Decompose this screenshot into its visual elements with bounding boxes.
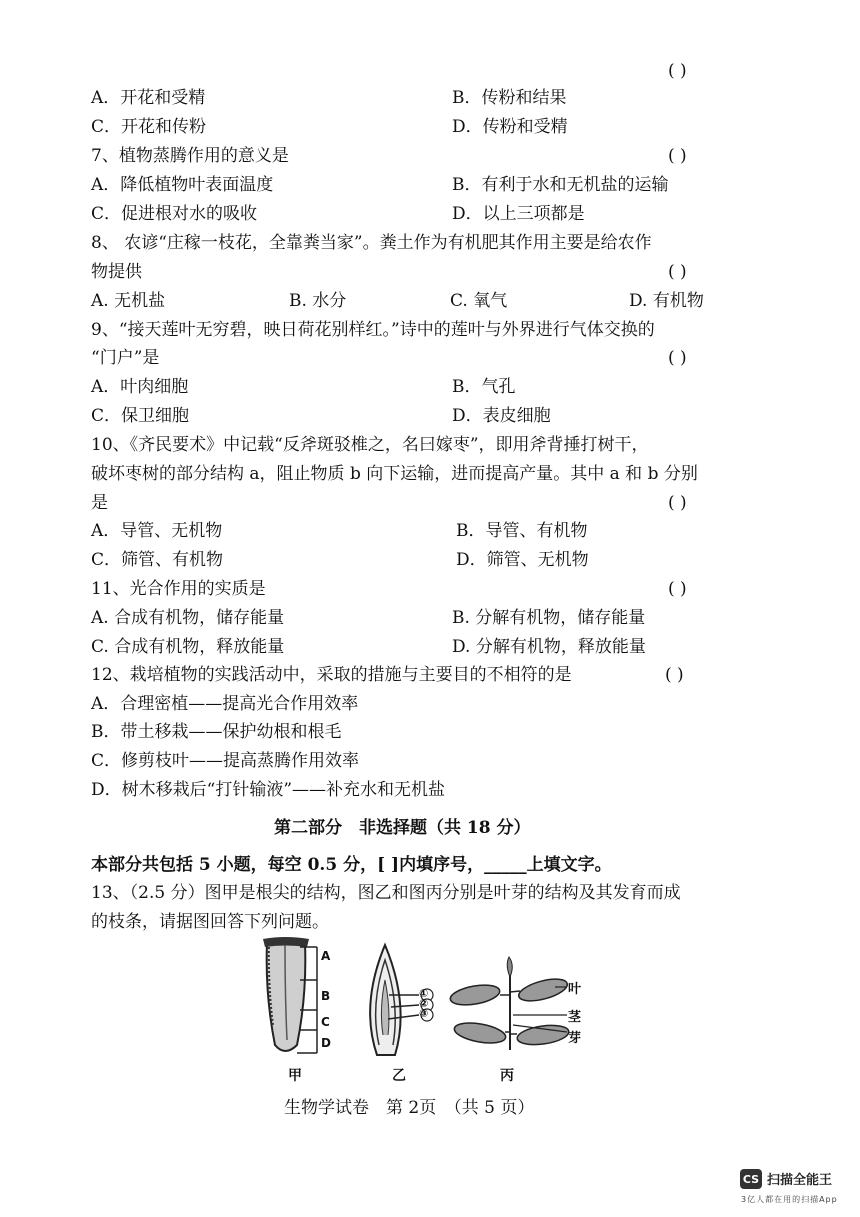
root-label-a: A [321, 949, 331, 963]
q7-option-c: C．促进根对水的吸收 [91, 204, 258, 224]
q6-option-b: B．传粉和结果 [452, 88, 567, 108]
q6-option-a: A．开花和受精 [91, 88, 206, 108]
q8-option-c: C. 氧气 [450, 291, 508, 311]
q11-option-d: D. 分解有机物，释放能量 [452, 637, 646, 657]
q9-stem-line1: 9、“接天莲叶无穷碧，映日荷花别样红。”诗中的莲叶与外界进行气体交换的 [91, 320, 655, 340]
camscanner-logo-icon: CS [740, 1169, 762, 1189]
q10-option-d: D．筛管、无机物 [456, 550, 589, 570]
q6-option-c: C．开花和传粉 [91, 117, 207, 137]
watermark-name: 扫描全能王 [767, 1173, 833, 1188]
branch-label-bud: 芽 [568, 1031, 582, 1046]
q13-stem-line2: 的枝条，请据图回答下列问题。 [91, 912, 329, 932]
q12-answer-paren: ( ) [665, 665, 684, 685]
q10-option-c: C．筛管、有机物 [91, 550, 224, 570]
q8-option-a: A. 无机盐 [91, 291, 166, 311]
q11-option-b: B. 分解有机物，储存能量 [452, 608, 646, 628]
part2-title: 第二部分 非选择题（共 18 分） [274, 818, 531, 838]
q9-stem-line2: “门户”是 [91, 348, 160, 368]
q8-option-d: D. 有机物 [629, 291, 704, 311]
q12-stem: 12、栽培植物的实践活动中，采取的措施与主要目的不相符的是 [91, 665, 572, 685]
watermark-tagline: 3亿人都在用的扫描App [741, 1195, 838, 1204]
branch-label-leaf: 叶 [568, 982, 582, 997]
q9-answer-paren: ( ) [668, 348, 687, 368]
q7-option-d: D．以上三项都是 [452, 204, 585, 224]
q9-option-b: B．气孔 [452, 377, 516, 397]
root-label-b: B [321, 989, 331, 1003]
q10-option-a: A．导管、无机物 [91, 521, 223, 541]
q7-option-b: B．有利于水和无机盐的运输 [452, 175, 669, 195]
q9-option-c: C．保卫细胞 [91, 406, 190, 426]
q8-stem-line1: 8、 农谚“庄稼一枝花，全靠粪当家”。粪土作为有机肥其作用主要是给农作 [91, 233, 652, 253]
q7-answer-paren: ( ) [668, 146, 687, 166]
bud-label-2: ② [419, 997, 429, 1010]
q12-option-c: C．修剪枝叶——提高蒸腾作用效率 [91, 751, 360, 771]
q9-option-a: A．叶肉细胞 [91, 377, 189, 397]
q10-stem-line3: 是 [91, 493, 108, 513]
q10-answer-paren: ( ) [668, 493, 687, 513]
q7-stem: 7、植物蒸腾作用的意义是 [91, 146, 289, 166]
bud-label-3: ③ [419, 1007, 429, 1020]
q13-stem-line1: 13、（2.5 分）图甲是根尖的结构，图乙和图丙分别是叶芽的结构及其发育而成 [91, 883, 681, 903]
q13-figure [250, 935, 610, 1085]
q10-stem-line1: 10、《齐民要术》中记载“反斧斑驳椎之，名曰嫁枣”，即用斧背捶打树干， [91, 435, 649, 455]
caption-bing: 丙 [500, 1068, 514, 1084]
q7-option-a: A．降低植物叶表面温度 [91, 175, 274, 195]
q11-option-a: A. 合成有机物，储存能量 [91, 608, 285, 628]
q6-option-d: D．传粉和受精 [452, 117, 568, 137]
caption-jia: 甲 [288, 1068, 302, 1084]
leaf-bud-diagram [355, 935, 445, 1060]
q10-stem-line2: 破坏枣树的部分结构 a，阻止物质 b 向下运输，进而提高产量。其中 a 和 b 分别 [91, 464, 698, 484]
q12-option-a: A．合理密植——提高光合作用效率 [91, 694, 359, 714]
page-footer: 生物学试卷 第 2页 （共 5 页） [284, 1098, 535, 1118]
q11-stem: 11、光合作用的实质是 [91, 579, 266, 599]
root-label-d: D [321, 1036, 331, 1050]
q8-option-b: B. 水分 [289, 291, 347, 311]
root-label-c: C [321, 1015, 330, 1029]
q11-answer-paren: ( ) [668, 579, 687, 599]
part2-instruction: 本部分共包括 5 小题，每空 0.5 分，[ ]内填序号，_____上填文字。 [91, 855, 612, 875]
q12-option-b: B．带土移栽——保护幼根和根毛 [91, 722, 342, 742]
q12-option-d: D．树木移栽后“打针输液”——补充水和无机盐 [91, 780, 446, 800]
q10-option-b: B．导管、有机物 [456, 521, 588, 541]
bud-label-1: ① [419, 987, 429, 1000]
q11-option-c: C. 合成有机物，释放能量 [91, 637, 285, 657]
q9-option-d: D．表皮细胞 [452, 406, 551, 426]
branch-label-stem: 茎 [568, 1010, 582, 1025]
q6-answer-paren: ( ) [668, 61, 687, 81]
q8-answer-paren: ( ) [668, 262, 687, 282]
q8-stem-line2: 物提供 [91, 262, 142, 282]
caption-yi: 乙 [392, 1068, 406, 1084]
